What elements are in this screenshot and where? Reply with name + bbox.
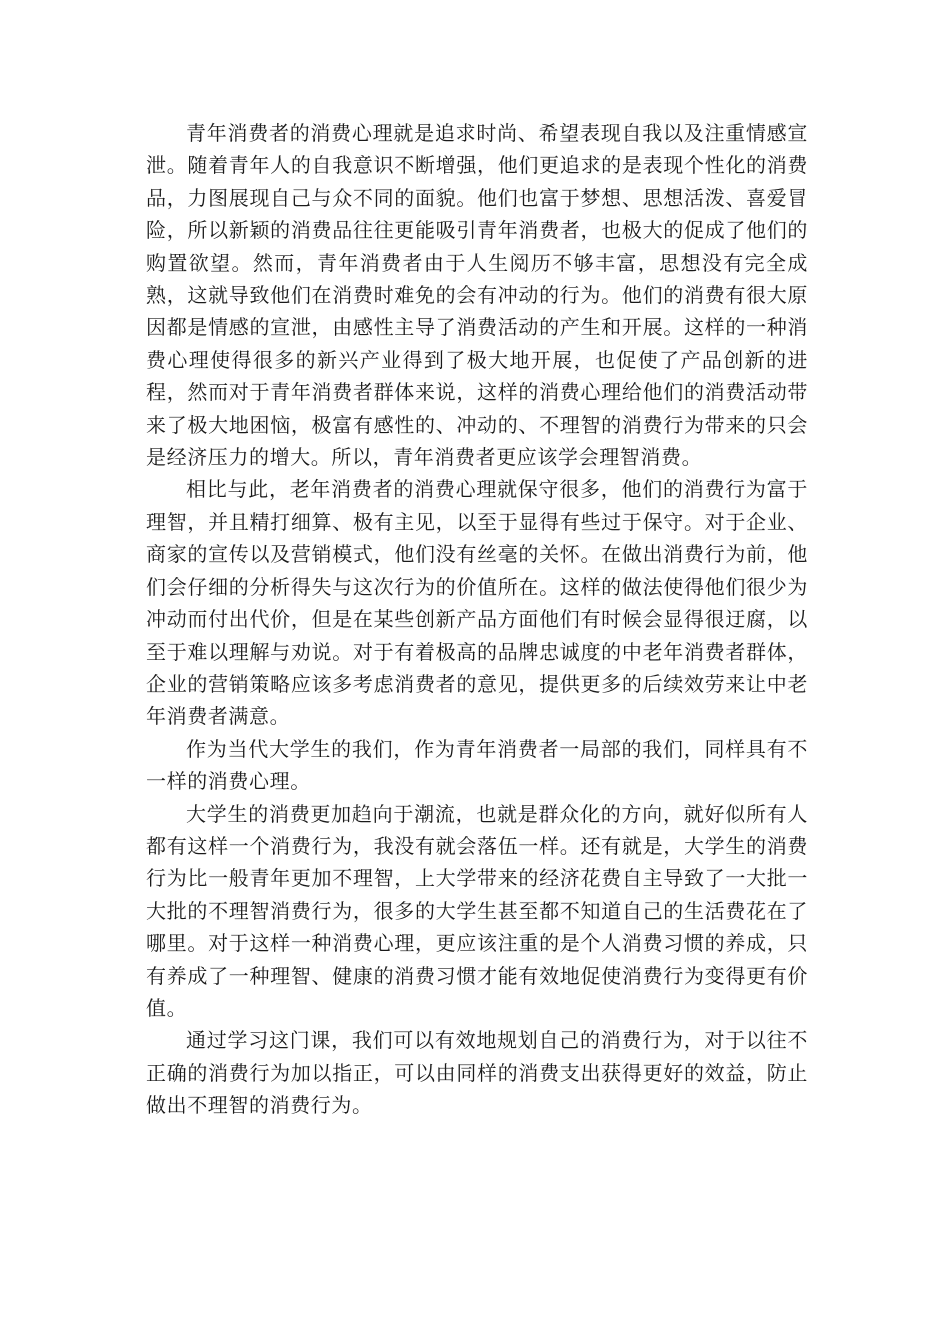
paragraph-college-consumers: 大学生的消费更加趋向于潮流，也就是群众化的方向，就好似所有人都有这样一个消费行为，我没有就会落伍一样。还有就是，大学生的消费行为比一般青年更加不理智，上大学带来的经济花费自主导致了一大批一大批的不理智消费行为，很多的大学生甚至都不知道自己的生活费花在了哪里。对于这样一种消费心理，更应该注重的是个人消费习惯的养成，只有养成了一种理智、健康的消费习惯才能有效地促使消费行为变得更有价值。 (146, 801, 808, 1020)
paragraph-college-intro: 作为当代大学生的我们，作为青年消费者一局部的我们，同样具有不一样的消费心理。 (146, 736, 808, 794)
document-body (146, 117, 808, 1122)
paragraph-young-consumers: 青年消费者的消费心理就是追求时尚、希望表现自我以及注重情感宣泄。随着青年人的自我意识不断增强，他们更追求的是表现个性化的消费品，力图展现自己与众不同的面貌。他们也富于梦想、思想活泼、喜爱冒险，所以新颖的消费品往往更能吸引青年消费者，也极大的促成了他们的购置欲望。然而，青年消费者由于人生阅历不够丰富，思想没有完全成熟，这就导致他们在消费时难免的会有冲动的行为。他们的消费有很大原因都是情感的宣泄，由感性主导了消费活动的产生和开展。这样的一种消费心理使得很多的新兴产业得到了极大地开展，也促使了产品创新的进程，然而对于青年消费者群体来说，这样的消费心理给他们的消费活动带来了极大地困恼，极富有感性的、冲动的、不理智的消费行为带来的只会是经济压力的增大。所以，青年消费者更应该学会理智消费。 (146, 121, 808, 470)
paragraph-conclusion: 通过学习这门课，我们可以有效地规划自己的消费行为，对于以往不正确的消费行为加以指正，可以由同样的消费支出获得更好的效益，防止做出不理智的消费行为。 (146, 1028, 808, 1118)
paragraph-elderly-consumers: 相比与此，老年消费者的消费心理就保守很多，他们的消费行为富于理智，并且精打细算、极有主见，以至于显得有些过于保守。对于企业、商家的宣传以及营销模式，他们没有丝毫的关怀。在做出消费行为前，他们会仔细的分析得失与这次行为的价值所在。这样的做法使得他们很少为冲动而付出代价，但是在某些创新产品方面他们有时候会显得很迂腐，以至于难以理解与劝说。对于有着极高的品牌忠诚度的中老年消费者群体，企业的营销策略应该多考虑消费者的意见，提供更多的后续效劳来让中老年消费者满意。 (146, 477, 808, 729)
